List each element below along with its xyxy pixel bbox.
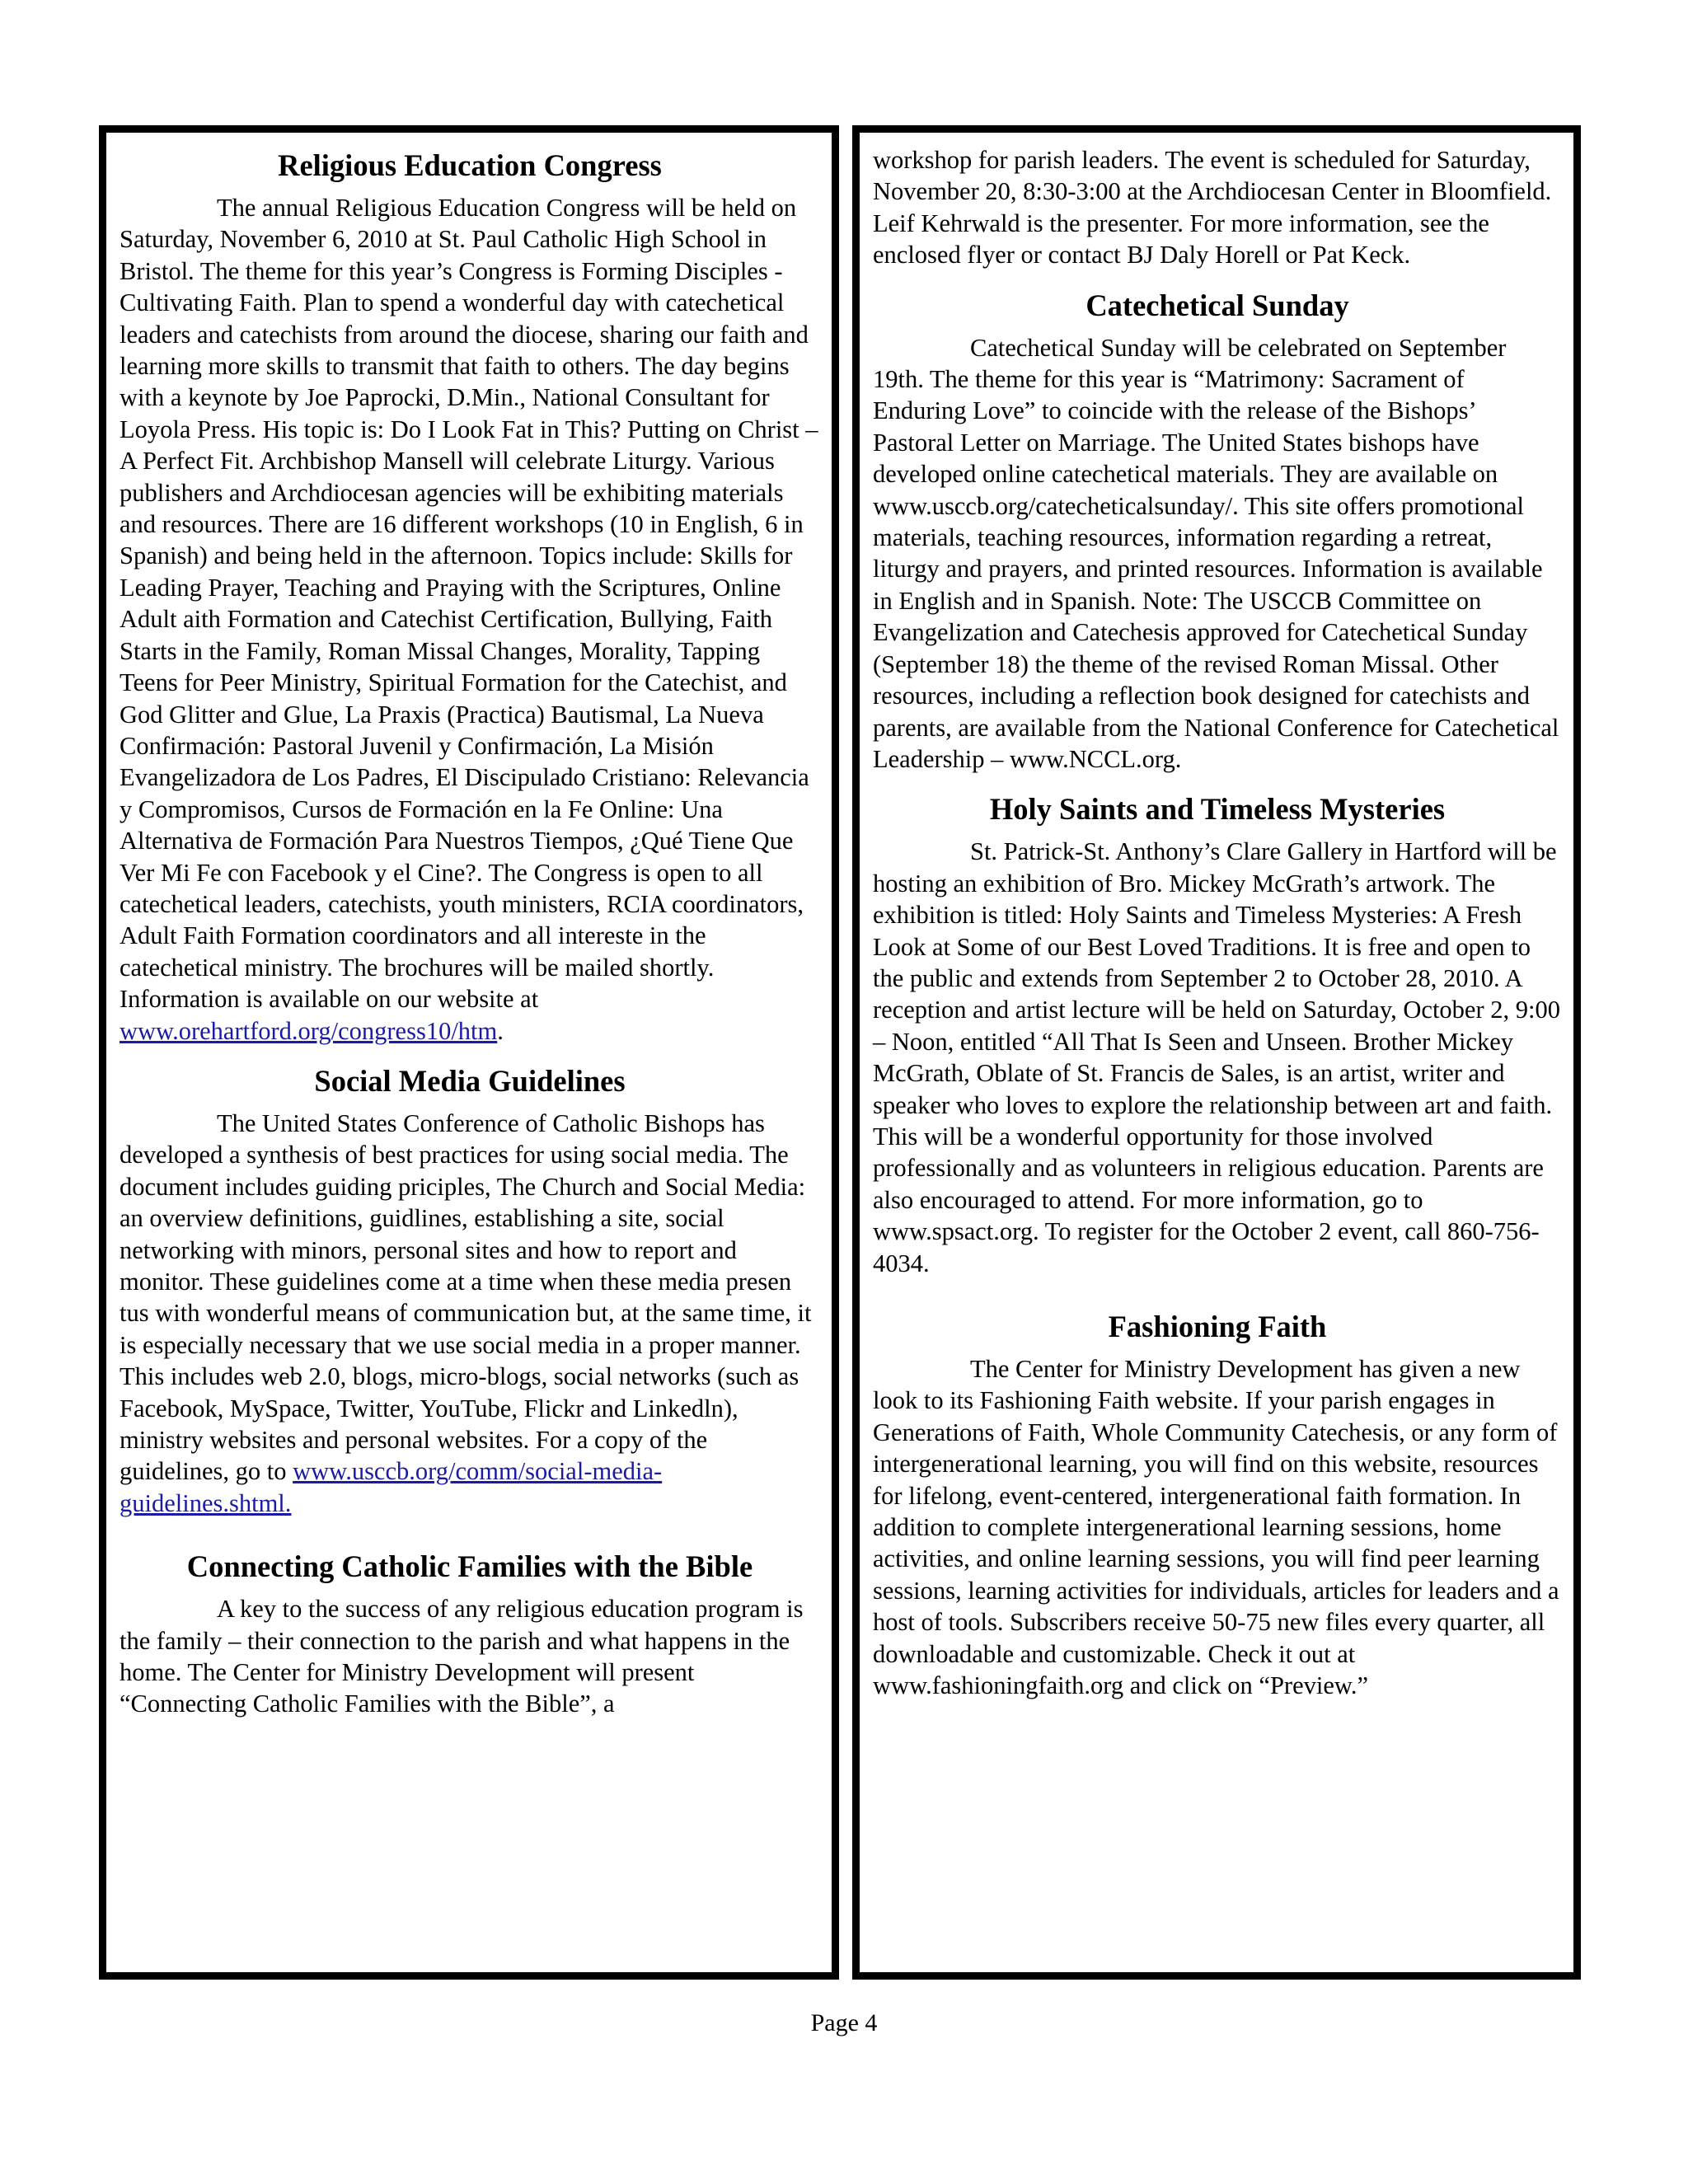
paragraph-social-media (120, 1108, 820, 1519)
heading-fashioning-faith: Fashioning Faith (1108, 1310, 1327, 1343)
page-number: Page 4 (810, 2009, 878, 2036)
right-column (852, 125, 1581, 1980)
left-column (99, 125, 839, 1980)
link-social-media-guidelines[interactable]: www.usccb.org/comm/social-media-guidelines.shtml. (120, 1457, 663, 1517)
heading-holy-saints: Holy Saints and Timeless Mysteries (989, 792, 1446, 827)
paragraph-congress (120, 192, 820, 1047)
text-social-media: The United States Conference of Catholic Bishops has developed a synthesis of best practices for using social media. The document includes guiding priciples, The Church and Social Media: an overview definitions, guidlines, establishing a site, social networking with minors, personal sites and how to report and monitor. These guidelines come at a time when these media presen tus with wonderful means of communication but, at the same time, it is especially necessary that we use social media in a proper manner. This includes web 2.0, blogs, micro-blogs, social networks (such as Facebook, MySpace, Twitter, YouTube, Flickr and Linkedln), ministry websites and personal websites. For a copy of the guidelines, go to (120, 1108, 812, 1486)
heading-social-media-guidelines: Social Media Guidelines (314, 1063, 626, 1098)
article-holy-saints (873, 790, 1562, 1279)
heading-religious-education-congress: Religious Education Congress (278, 148, 662, 182)
heading-catechetical-sunday: Catechetical Sunday (1085, 288, 1349, 322)
paragraph-connecting-families: A key to the success of any religious education program is the family – their connection to the parish and what happens in the home. The Center for Ministry Development will present “Connecting Catholic Families with the Bible”, a (120, 1595, 804, 1718)
article-social-media-guidelines (120, 1062, 820, 1519)
paragraph-holy-saints: St. Patrick-St. Anthony’s Clare Gallery in Hartford will be hosting an exhibition of Bro. Mickey McGrath’s artwork. The exhibition is titled: Holy Saints and Timeless Mysteries: A Fresh Look at Some of our Best Loved Traditions. It is free and open to the public and extends from September 2 to October 28, 2010. A reception and artist lecture will be held on Saturday, October 2, 9:00 – Noon, entitled “All That Is Seen and Unseen. Brother Mickey McGrath, Oblate of St. Francis de Sales, is an artist, writer and speaker who loves to explore the relationship between art and faith. This will be a wonderful opportunity for those involved professionally and as volunteers in religious education. Parents are also encouraged to attend. For more information, go to www.spsact.org. To register for the October 2 event, call 860-756-4034. (873, 837, 1560, 1277)
paragraph-catechetical-sunday: Catechetical Sunday will be celebrated on September 19th. The theme for this year is “Matrimony: Sacrament of Enduring Love” to coincide with the release of the Bishops’ Pastoral Letter on Marriage. The United States bishops have developed online catechetical materials. They are available on www.usccb.org/catecheticalsunday/. This site offers promotional materials, teaching resources, information regarding a retreat, liturgy and prayers, and printed resources. Information is available in English and in Spanish. Note: The USCCB Committee on Evangelization and Catechesis approved for Catechetical Sunday (September 18) the theme of the revised Roman Missal. Other resources, including a reflection book designed for catechists and parents, are available from the National Conference for Catechetical Leadership – www.NCCL.org. (873, 333, 1559, 773)
article-catechetical-sunday (873, 286, 1562, 776)
link-congress-website[interactable]: www.orehartford.org/congress10/htm (120, 1016, 498, 1045)
heading-connecting-families: Connecting Catholic Families with the Bible (186, 1549, 753, 1584)
paragraph-fashioning-faith: The Center for Ministry Development has given a new look to its Fashioning Faith website. If your parish engages in Generations of Faith, Whole Community Catechesis, or any form of intergenerational learning, you will find on this website, resources for lifelong, event-centered, intergenerational faith formation. In addition to complete intergenerational learning sessions, home activities, and online learning sessions, you will find peer learning sessions, learning activities for individuals, articles for leaders and a host of tools. Subscribers receive 50-75 new files every quarter, all downloadable and customizable. Check it out at www.fashioningfaith.org and click on “Preview.” (873, 1355, 1559, 1700)
article-connecting-families (120, 1547, 820, 1720)
text-congress: The annual Religious Education Congress will be held on Saturday, November 6, 2010 at St. Paul Catholic High School in Bristol. The theme for this year’s Congress is Forming Disciples - Cultivating Faith. Plan to spend a wonderful day with catechetical leaders and catechists from around the diocese, sharing our faith and learning more skills to transmit that faith to others. The day begins with a keynote by Joe Paprocki, D.Min., National Consultant for Loyola Press. His topic is: Do I Look Fat in This? Putting on Christ – A Perfect Fit. Archbishop Mansell will celebrate Liturgy. Various publishers and Archdiocesan agencies will be exhibiting materials and resources. There are 16 different workshops (10 in English, 6 in Spanish) and being held in the afternoon. Topics include: Skills for Leading Prayer, Teaching and Praying with the Scriptures, Online Adult aith Formation and Catechist Certification, Bullying, Faith Starts in the Family, Roman Missal Changes, Morality, Tapping Teens for Peer Ministry, Spiritual Formation for the Catechist, and God Glitter and Glue, La Praxis (Practica) Bautismal, La Nueva Confirmación: Pastoral Juvenil y Confirmación, La Misión Evangelizadora de Los Padres, El Discipulado Cristiano: Relevancia y Compromisos, Cursos de Formación en la Fe Online: Una Alternativa de Formación Para Nuestros Tiempos, ¿Qué Tiene Que Ver Mi Fe con Facebook y el Cine?. The Congress is open to all catechetical leaders, catechists, youth ministers, RCIA coordinators, Adult Faith Formation coordinators and all intereste in the catechetical ministry. The brochures will be mailed shortly. Information is available on our website at (120, 194, 818, 1014)
article-fashioning-faith (873, 1307, 1562, 1701)
text-congress-end: . (497, 1016, 504, 1045)
article-religious-education-congress (120, 146, 820, 1047)
paragraph-connecting-families-continued: workshop for parish leaders. The event is scheduled for Saturday, November 20, 8:30-3:00 at the Archdiocesan Center in Bloomfield. Leif Kehrwald is the presenter. For more information, see the enclosed flyer or contact BJ Daly Horell or Pat Keck. (873, 146, 1552, 269)
